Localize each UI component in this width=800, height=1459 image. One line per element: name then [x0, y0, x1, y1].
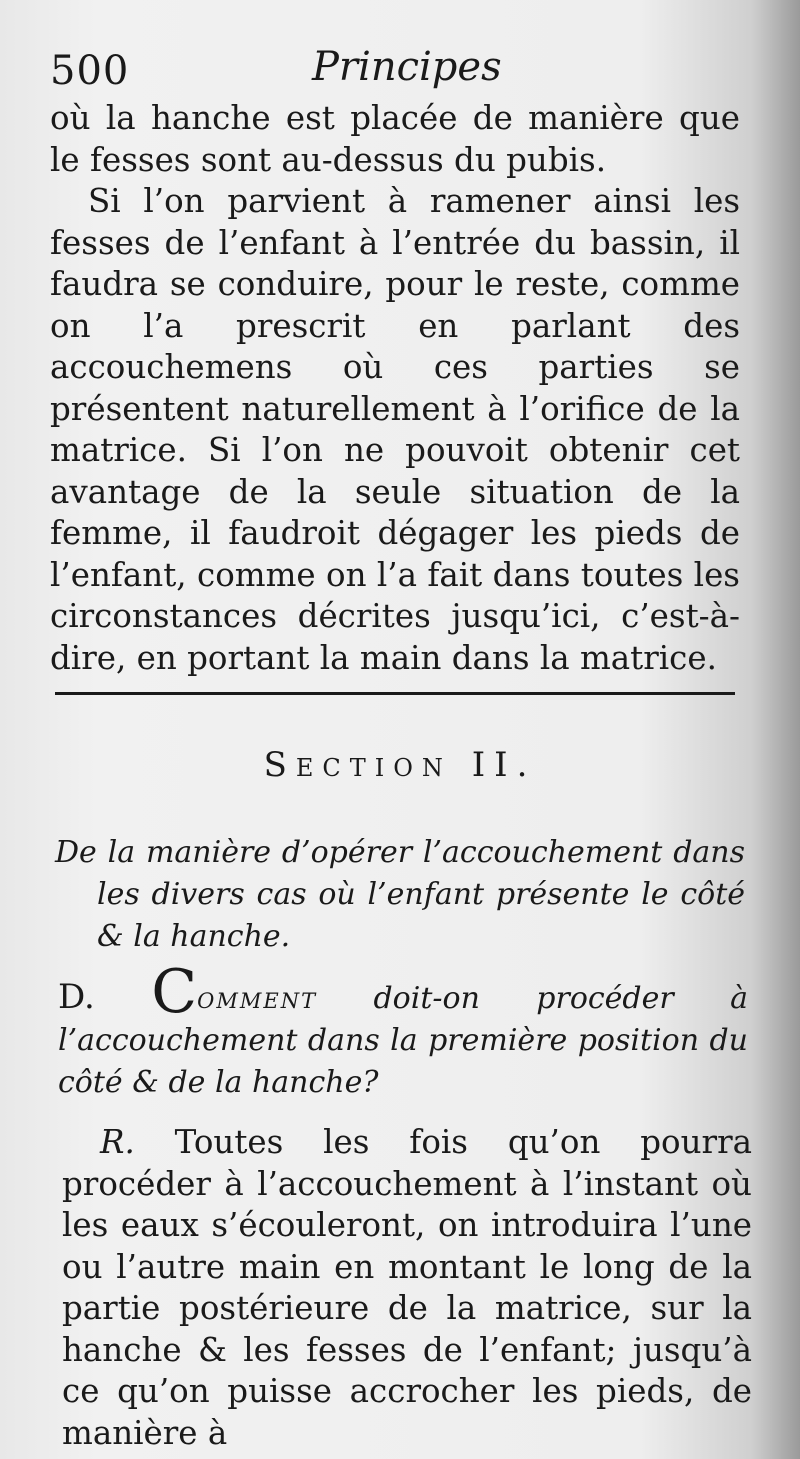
paragraph-breech: Si l’on parvient à ramener ainsi les fesses de l’enfant à l’entrée du bassin, il faudra se conduire, pour le reste, comme on l’a prescrit en parlant des accouchemens où ces parties se présentent naturellement à l’orifice de la matrice. Si l’on ne pouvoit obtenir cet avantage de la seule situation de la femme, il faudroit dégager les pieds de l’enfant, comme on l’a fait dans toutes les circonstances décrites jusqu’ici, c’est-à-dire, en portant la main dans la matrice.	[50, 182, 740, 677]
answer-text: Toutes les fois qu’on pourra procéder à l’accouchement à l’instant où les eaux s’écouleront, on introduira l’une ou l’autre main en montant le long de la partie postérieure de la matrice, sur la hanche & les fesses de l’enfant; jusqu’à ce qu’on puisse accrocher les pieds, de manière à	[62, 1123, 752, 1452]
answer-block	[62, 1122, 752, 1454]
drop-letter: C	[151, 957, 198, 1027]
question-paragraph	[58, 957, 748, 1104]
running-head: Principes	[312, 44, 502, 90]
page-number: 500	[50, 48, 130, 94]
top-text-block	[50, 98, 740, 679]
answer-paragraph	[62, 1122, 752, 1454]
question-label: D.	[58, 977, 95, 1017]
section-divider	[55, 692, 735, 695]
question-caps-word: omment	[197, 981, 318, 1016]
question-text: doit-on procéder à l’accouchement dans la première position du côté & de la hanche?	[58, 981, 748, 1100]
section-title: Section II.	[263, 745, 537, 785]
paragraph-continuation: où la hanche est placée de manière que le fesses sont au-dessus du pubis.	[50, 99, 740, 179]
answer-label: R.	[100, 1123, 135, 1161]
section-subtitle: De la manière d’opérer l’accouchement dans les divers cas où l’enfant présente le côté & la hanche.	[55, 835, 745, 954]
page-header	[50, 42, 730, 102]
